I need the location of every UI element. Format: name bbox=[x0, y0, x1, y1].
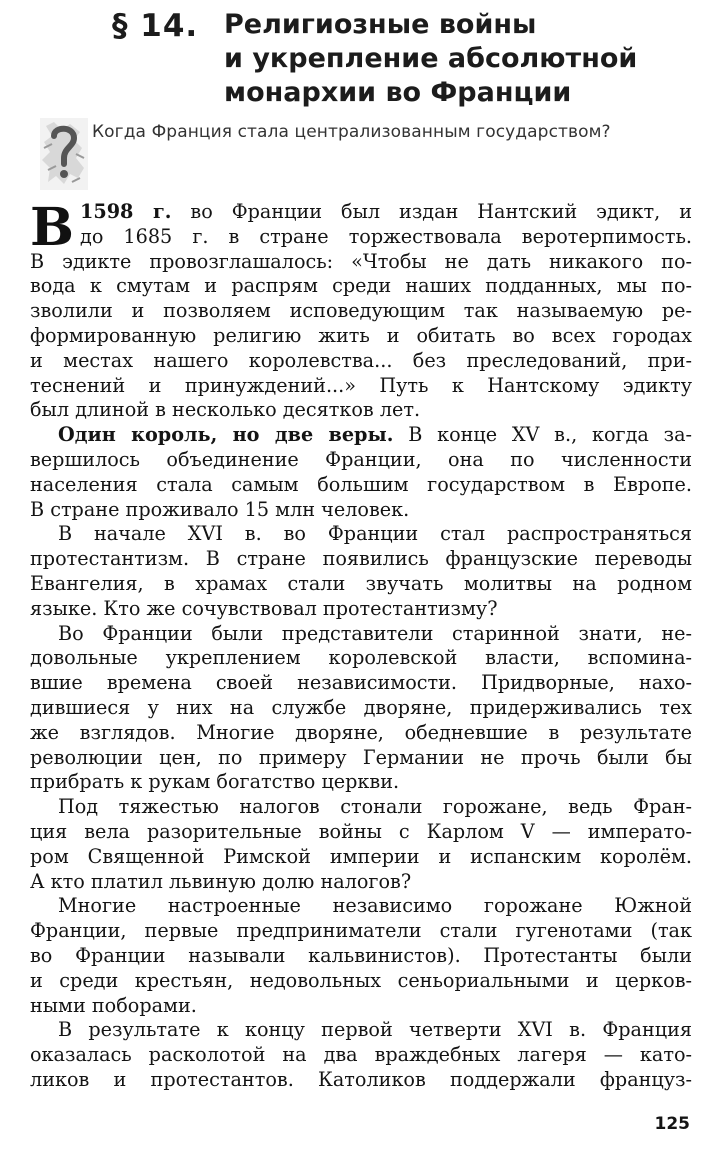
text-line: В эдикте провозглашалось: «Чтобы не дать никакого по- bbox=[30, 249, 692, 273]
text-line: зволили и позволяем исповедующим так называемую ре- bbox=[30, 299, 692, 323]
text-line: Один король, но две веры. В конце XV в., когда за- bbox=[58, 423, 692, 447]
text-line: В начале XVI в. во Франции стал распространяться bbox=[58, 522, 692, 546]
text-line: Под тяжестью налогов стонали горожане, ведь Фран- bbox=[58, 795, 692, 819]
text-line: Многие настроенные независимо горожане Южной bbox=[58, 894, 692, 918]
text-line: языке. Кто же сочувствовал протестантизму? bbox=[30, 596, 498, 620]
text-line: Евангелия, в храмах стали звучать молитвы на родном bbox=[30, 571, 692, 595]
section-title-line-2: и укрепление абсолютной bbox=[224, 43, 638, 74]
section-title-line-3: монархии во Франции bbox=[224, 77, 572, 108]
text-line: прибрать к рукам богатство церкви. bbox=[30, 770, 400, 794]
text-line: теснений и принуждений...» Путь к Нантскому эдикту bbox=[30, 373, 692, 397]
body-text bbox=[30, 197, 692, 1093]
text-line: вода к смутам и распрям среди наших подданных, мы по- bbox=[30, 274, 692, 298]
text-line: протестантизм. В стране появились французские переводы bbox=[30, 547, 692, 571]
text-line: довольные укреплением королевской власти, вспомина- bbox=[30, 646, 692, 670]
text-line: Во Франции были представители старинной знати, не- bbox=[58, 621, 692, 645]
text-line: во Франции называли кальвинистов). Протестанты были bbox=[30, 943, 692, 967]
review-question bbox=[40, 118, 700, 194]
text-line: формированную религию жить и обитать во всех городах bbox=[30, 323, 692, 347]
page-number: 125 bbox=[654, 1114, 690, 1134]
section-number: § 14. bbox=[112, 8, 199, 44]
text-line: Франции, первые предприниматели стали гугенотами (так bbox=[30, 919, 692, 943]
text-line: до 1685 г. в стране торжествовала веротерпимость. bbox=[80, 224, 692, 248]
drop-cap: В bbox=[30, 197, 74, 258]
text-line: ными поборами. bbox=[30, 993, 197, 1017]
text-line: был длиной в несколько десятков лет. bbox=[30, 398, 421, 422]
text-line: вшие времена своей независимости. Придворные, нахо- bbox=[30, 671, 692, 695]
text-line: же взглядов. Многие дворяне, обедневшие в результате bbox=[30, 720, 692, 744]
text-line: и местах нашего королевства... без преследований, при- bbox=[30, 348, 692, 372]
text-line: А кто платил львиную долю налогов? bbox=[30, 869, 412, 893]
subheading-inline: Один король, но две веры. bbox=[58, 423, 394, 447]
text-line: революции цен, по примеру Германии не прочь были бы bbox=[30, 745, 692, 769]
text-line: ликов и протестантов. Католиков поддержали француз- bbox=[30, 1067, 692, 1091]
text-line: 1598 г. во Франции был издан Нантский эдикт, и bbox=[80, 200, 692, 223]
question-text: Когда Франция стала централизованным государством? bbox=[92, 122, 611, 142]
text-line: дившиеся у них на службе дворяне, придерживались тех bbox=[30, 695, 692, 719]
text-line: оказалась расколотой на два враждебных лагеря — като- bbox=[30, 1043, 692, 1067]
text-line: В результате к концу первой четверти XVI в. Франция bbox=[58, 1018, 692, 1042]
date-lead: 1598 г. bbox=[80, 200, 172, 223]
text-line: ция вела разорительные войны с Карлом V — императо- bbox=[30, 819, 692, 843]
text-line: и среди крестьян, недовольных сеньориальными и церков- bbox=[30, 968, 692, 992]
text-line: населения стала самым большим государством в Европе. bbox=[30, 472, 692, 496]
section-title-line-1: Религиозные войны bbox=[224, 9, 537, 40]
text-line: ром Священной Римской империи и испанским королём. bbox=[30, 844, 692, 868]
question-sign-icon bbox=[40, 118, 88, 190]
text-line: вершилось объединение Франции, она по численности bbox=[30, 447, 692, 471]
text-line: В стране проживало 15 млн человек. bbox=[30, 497, 410, 521]
